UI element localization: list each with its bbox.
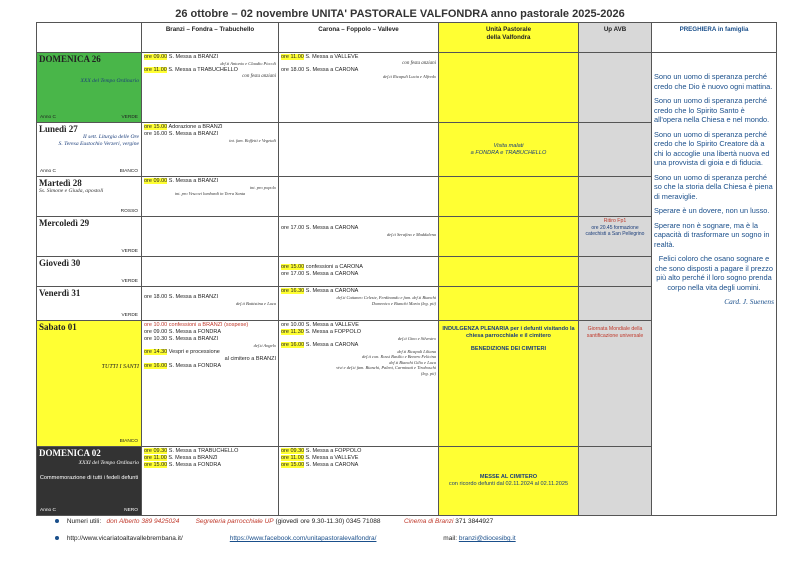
entry-time: ore 16.30 xyxy=(281,288,305,294)
prayer-para: Sono un uomo di speranza perché credo che Dio è nuovo ogni mattina. xyxy=(654,72,773,91)
entry-note: def.ti Bianchi Gilio e Luca xyxy=(389,359,436,365)
cell-dom02-avb xyxy=(579,447,652,516)
entry-time: ore 10.30 xyxy=(144,336,168,342)
entry-cancelled: ore 10.00 confessioni a BRANZI (sospese) xyxy=(144,322,249,328)
entry-note: def.ti Battistina e Luca xyxy=(235,301,276,306)
entry-time: ore 15.00 xyxy=(281,264,305,270)
day-name: DOMENICA 02 xyxy=(39,448,101,458)
cell-sab01-branzi xyxy=(142,321,279,447)
day-foot: VERDE xyxy=(121,279,138,284)
header-branzi: Branzi – Fondra – Trabuchello xyxy=(142,23,279,53)
footer-line-1 xyxy=(55,518,493,525)
page-title: 26 ottobre – 02 novembre UNITA' PASTORALE VALFONDRA anno pastorale 2025-2026 xyxy=(175,8,625,20)
cell-dom26-carona xyxy=(279,53,439,123)
schedule-entry xyxy=(281,67,436,74)
entry-time: ore 09.00 xyxy=(144,54,168,60)
day-sub: XXX del Tempo Ordinario xyxy=(80,78,139,84)
day-foot: Anno C BIANCO xyxy=(40,169,138,174)
schedule-entry xyxy=(281,54,436,61)
entry-time: ore 09.00 xyxy=(144,329,168,335)
schedule-entry xyxy=(281,288,436,295)
entry-note: def.ti Antonio e Claudio Piccoli xyxy=(220,61,276,66)
entry-text: S. Messa a TRABUCHELLO xyxy=(166,66,238,73)
day-sub: XXXI del Tempo Ordinario xyxy=(78,460,139,466)
cell-dom26-avb xyxy=(579,53,652,123)
entry-time: ore 10.00 xyxy=(281,322,305,328)
footer-segreteria-hours: (giovedì ore 9.30-11.30) 0345 71088 xyxy=(275,518,381,525)
cell-mar28-branzi xyxy=(142,177,279,217)
cell-dom02-carona xyxy=(279,447,439,516)
entry-time: ore 17.00 xyxy=(281,225,305,231)
day-name: Martedì 28 xyxy=(39,178,82,188)
schedule-entry xyxy=(144,349,276,356)
entry-time: ore 16.00 xyxy=(144,362,168,369)
header-day xyxy=(37,23,142,53)
cell-ven31-up xyxy=(439,287,579,321)
row-dom26 xyxy=(37,53,777,123)
schedule-entry xyxy=(281,225,436,232)
prayer-para: Felici coloro che osano sognare e che sono disposti a pagare il prezzo più alto perché il loro sogno prenda corpo nella vita degli uomini. xyxy=(655,254,773,292)
cell-ven31-avb xyxy=(579,287,652,321)
bullet-icon xyxy=(55,536,59,540)
entry-text: S. Messa a FONDRA xyxy=(167,462,222,468)
entry-time: ore 11.30 xyxy=(281,329,304,335)
day-name: Mercoledì 29 xyxy=(39,218,90,228)
prayer-column xyxy=(652,53,777,516)
cell-lun27-up: Visita malati a FONDRA e TRABUCHELLO xyxy=(439,123,579,177)
entry-note: int. pro popolo xyxy=(249,185,276,190)
day-gio30 xyxy=(37,257,142,287)
entry-text: S. Messa a CARONA xyxy=(304,225,359,231)
cell-mer29-branzi xyxy=(142,217,279,257)
schedule-entry xyxy=(281,455,436,462)
schedule-entry xyxy=(144,455,276,462)
cell-ven31-carona xyxy=(279,287,439,321)
entry-time: ore 15.00 xyxy=(281,462,305,468)
cell-gio30-branzi xyxy=(142,257,279,287)
prayer-para: Sono un uomo di speranza perché credo che lo Spirito Santo è all'opera nella Chiesa e nel mondo. xyxy=(654,96,770,124)
entry-text: S. Messa a CARONA xyxy=(304,271,359,277)
entry-time: ore 16.00 xyxy=(281,341,305,348)
day-foot: Anno C VERDE xyxy=(40,115,138,120)
entry-text: S. Messa a VALLEVE xyxy=(303,54,359,60)
day-name: Giovedì 30 xyxy=(39,258,81,268)
cell-lun27-avb xyxy=(579,123,652,177)
day-foot: ROSSO xyxy=(120,209,138,214)
day-commemoration: Commemorazione di tutti i fedeli defunti xyxy=(39,475,139,481)
schedule-entry xyxy=(281,342,436,349)
entry-time: ore 18.00 xyxy=(144,294,168,300)
cell-sab01-avb: Giornata Mondiale della santificazione universale xyxy=(579,321,652,447)
footer-cinema: Cinema di Branzi xyxy=(403,518,454,525)
day-foot: Anno C NERO xyxy=(40,508,138,513)
footer-mail-label: mail: xyxy=(443,535,458,542)
header-up: Unità Pastorale della Valfondra xyxy=(439,23,579,53)
schedule-entry xyxy=(144,54,276,61)
day-lun27 xyxy=(37,123,142,177)
footer-line-2 xyxy=(55,535,516,542)
entry-note: def.ti Gino e Silvestro xyxy=(397,336,436,341)
entry-text: S. Messa a FOPPOLO xyxy=(303,329,362,335)
schedule-entry xyxy=(281,462,436,469)
entry-note: def.ti Cattaneo Celeste, Ferdinando e fam. def.ti Bianchi xyxy=(336,295,436,300)
cell-lun27-branzi xyxy=(142,123,279,177)
cell-mer29-carona xyxy=(279,217,439,257)
header-prayer: PREGHIERA in famiglia xyxy=(652,23,777,53)
day-foot: BIANCO xyxy=(119,439,138,444)
schedule-entry xyxy=(144,363,276,370)
day-dom02 xyxy=(37,447,142,516)
cell-lun27-carona xyxy=(279,123,439,177)
schedule-entry xyxy=(144,336,276,343)
entry-text: S. Messa a TRABUCHELLO xyxy=(167,448,239,454)
day-dom26 xyxy=(37,53,142,123)
entry-note: def.ti Ricapuli Liliana xyxy=(397,348,436,354)
footer-cinema-phone: 371 3844927 xyxy=(455,518,494,525)
entry-text: Adorazione a BRANZI xyxy=(167,124,223,130)
entry-text: S. Messa a CARONA xyxy=(304,288,359,294)
entry-time: ore 18.00 xyxy=(281,66,305,73)
prayer-signature: Card. J. Suenens xyxy=(724,297,774,306)
entry-note: def.ti Angelo xyxy=(253,343,276,348)
schedule-table xyxy=(36,22,777,516)
day-foot: VERDE xyxy=(121,313,138,318)
header-avb: Up AVB xyxy=(579,23,652,53)
entry-time: ore 09.30 xyxy=(144,448,168,454)
day-mer29 xyxy=(37,217,142,257)
footer-facebook-link[interactable]: https://www.facebook.com/unitapastoralevalfondra/ xyxy=(229,535,377,542)
entry-time: ore 11.00 xyxy=(281,455,304,461)
entry-time: ore 11.00 xyxy=(281,54,304,60)
entry-time: ore 09.30 xyxy=(281,448,305,454)
schedule-entry xyxy=(144,178,276,185)
cell-dom26-branzi xyxy=(142,53,279,123)
entry-note: def.ti con. Rossi Basilio e Benero Felicina xyxy=(362,354,436,359)
cell-mar28-avb xyxy=(579,177,652,217)
entry-text: S. Messa a BRANZI xyxy=(166,455,218,461)
prayer-para: Sono un uomo di speranza perché so che la storia della Chiesa è piena di meraviglie. xyxy=(654,172,773,201)
entry-note: def.ti Ricapuli Lucia e Alfredo xyxy=(382,73,436,79)
bullet-icon xyxy=(55,519,59,523)
schedule-entry xyxy=(144,67,276,74)
footer-vicariato-link[interactable]: http://www.vicariatoaltavallebrembana.it/ xyxy=(66,535,183,542)
entry-continuation: al cimitero a BRANZI xyxy=(224,355,276,362)
entry-time: ore 16.00 xyxy=(144,131,168,137)
cell-ven31-branzi xyxy=(142,287,279,321)
schedule-entry xyxy=(144,124,276,131)
footer-label: Numeri utili: xyxy=(66,518,102,525)
day-sab01 xyxy=(37,321,142,447)
entry-text: S. Messa a FOPPOLO xyxy=(304,448,362,454)
cell-mar28-up xyxy=(439,177,579,217)
entry-note: (leg. pii) xyxy=(420,370,436,376)
day-name: DOMENICA 26 xyxy=(39,54,101,64)
entry-text: S. Messa a BRANZI xyxy=(167,54,218,60)
footer-segreteria: Segreteria parrocchiale UP xyxy=(195,518,274,525)
prayer-para: Sperare non è sognare, ma è la capacità di trasformare un sogno in realtà. xyxy=(654,220,770,249)
entry-text: S. Messa a VALLEVE xyxy=(303,455,359,461)
schedule-entry xyxy=(281,448,436,455)
day-sub: Ss. Simone e Giuda, apostoli xyxy=(39,188,104,194)
schedule-entry xyxy=(281,271,436,278)
entry-text: S. Messa a CARONA xyxy=(304,341,359,348)
cell-sab01-carona xyxy=(279,321,439,447)
schedule-entry xyxy=(144,329,276,336)
entry-time: ore 17.00 xyxy=(281,271,305,277)
prayer-para: Sono un uomo di speranza perché credo che lo Spirito Creatore dà a chi lo accoglie una libertà nuova ed una provvista di gioia e di fiducia. xyxy=(654,129,770,167)
cell-mar28-carona xyxy=(279,177,439,217)
prayer-para: Sperare è un dovere, non un lusso. xyxy=(654,206,770,215)
header-carona: Carona – Foppolo – Valleve xyxy=(279,23,439,53)
entry-text: S. Messa a CARONA xyxy=(304,66,359,73)
day-feast: TUTTI I SANTI xyxy=(101,364,139,370)
entry-note: vivi e def.ti fam. Bianchi, Paleni, Carminati e Tiraboschi xyxy=(336,365,436,370)
schedule-entry xyxy=(144,448,276,455)
cell-dom02-branzi xyxy=(142,447,279,516)
cell-gio30-carona xyxy=(279,257,439,287)
footer-phone-don: don Alberto 389 9425024 xyxy=(106,518,180,525)
entry-note: int. fam. Boffetti e Vegetali xyxy=(229,138,276,143)
cell-gio30-avb xyxy=(579,257,652,287)
entry-text: Vespri e processione xyxy=(167,348,220,355)
day-sub: II sett. Liturgia delle Ore xyxy=(83,134,139,140)
day-sub: S. Teresa Eustochio Verzeri, vergine xyxy=(58,141,139,147)
schedule-entry xyxy=(144,131,276,138)
entry-text: confessioni a CARONA xyxy=(304,264,363,270)
entry-text: S. Messa a BRANZI xyxy=(167,131,218,137)
schedule-entry xyxy=(144,462,276,469)
entry-note-red: con festa anziani xyxy=(402,61,436,66)
day-name: Venerdì 31 xyxy=(39,288,81,298)
entry-text: S. Messa a FONDRA xyxy=(167,362,222,369)
entry-text: S. Messa a BRANZI xyxy=(167,178,218,184)
day-foot: VERDE xyxy=(121,249,138,254)
entry-time: ore 09.00 xyxy=(144,178,168,184)
entry-note: Domenico e Bianchi Maria (leg. pii) xyxy=(371,300,436,306)
cell-mer29-up xyxy=(439,217,579,257)
entry-text: S. Messa a FONDRA xyxy=(167,329,222,335)
schedule-entry xyxy=(281,329,436,336)
entry-time: ore 15.00 xyxy=(144,124,168,130)
cell-mer29-avb: Ritiro Fp1 ore 20.45 formazione catechisti a San Pellegrino xyxy=(579,217,652,257)
day-name: Sabato 01 xyxy=(39,322,77,332)
footer-mail-link[interactable]: branzi@diocesibg.it xyxy=(458,535,516,542)
schedule-entry xyxy=(144,294,276,301)
entry-time: ore 15.00 xyxy=(144,462,168,468)
entry-time: ore 11.00 xyxy=(144,66,167,73)
entry-text: S. Messa a BRANZI xyxy=(167,294,218,300)
entry-time: ore 14.30 xyxy=(144,348,168,355)
day-mar28 xyxy=(37,177,142,217)
entry-text: S. Messa a CARONA xyxy=(304,462,359,468)
cell-gio30-up xyxy=(439,257,579,287)
entry-time: ore 11.00 xyxy=(144,455,167,461)
schedule-entry xyxy=(281,264,436,271)
entry-text: S. Messa a BRANZI xyxy=(167,336,218,342)
day-name: Lunedì 27 xyxy=(39,124,78,134)
cell-dom26-up xyxy=(439,53,579,123)
entry-note-red: con festa anziani xyxy=(242,73,276,79)
schedule-entry xyxy=(281,322,436,329)
entry-text: S. Messa a VALLEVE xyxy=(304,322,359,328)
cell-sab01-up: INDULGENZA PLENARIA per i defunti visitando la chiesa parrocchiale e il cimitero BENEDIZIONE DEI CIMITERI xyxy=(439,321,579,447)
header-row xyxy=(37,23,777,53)
entry-note-red: int. pro Vescovi lombardi in Terra Santa xyxy=(174,190,246,196)
day-ven31 xyxy=(37,287,142,321)
cell-dom02-up: MESSE AL CIMITERO con ricordo defunti dal 02.11.2024 al 02.11.2025 xyxy=(439,447,579,516)
entry-note: def.ti Serafino e Maddalena xyxy=(386,232,436,237)
